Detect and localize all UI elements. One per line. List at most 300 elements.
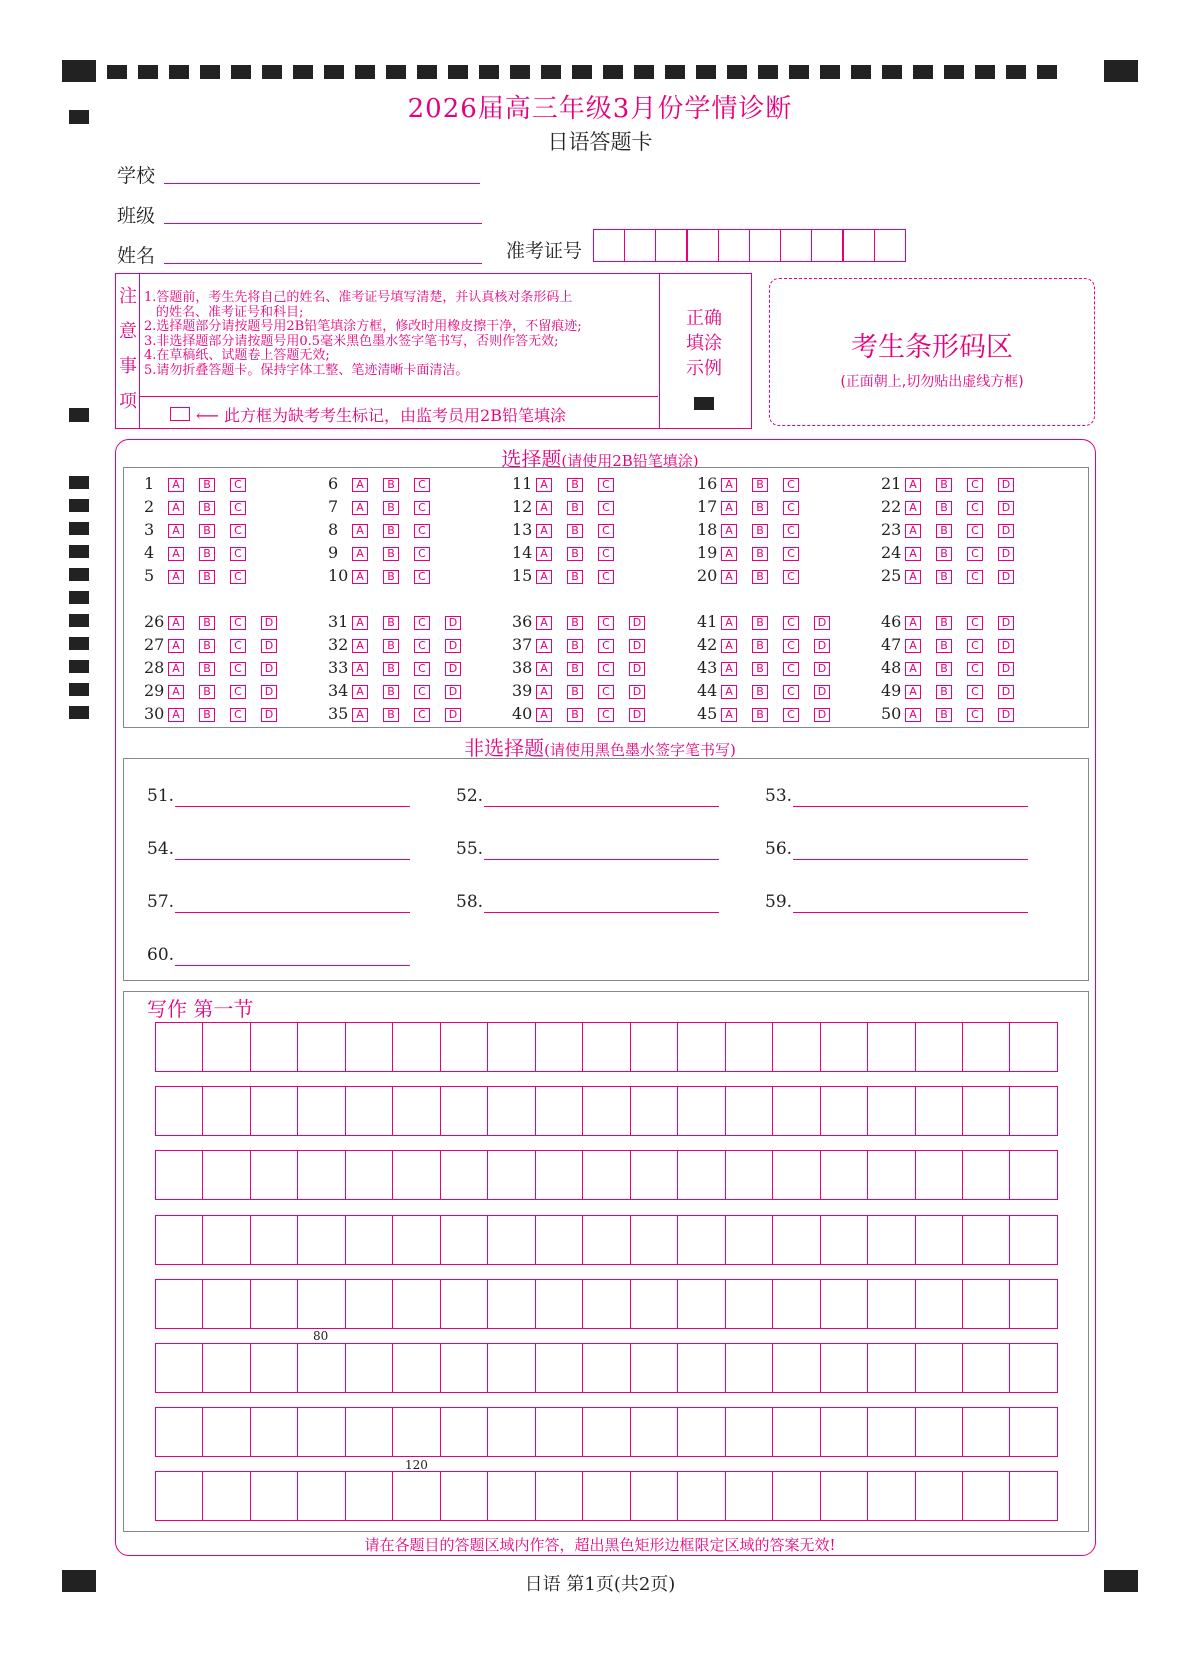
option-a-box[interactable]: A	[536, 616, 552, 630]
grid-cell[interactable]	[963, 1023, 1010, 1071]
option-c-box[interactable]: C	[967, 708, 983, 722]
option-a-box[interactable]: A	[168, 501, 184, 515]
option-d-box[interactable]: D	[261, 616, 277, 630]
option-c-box[interactable]: C	[598, 708, 614, 722]
grid-cell[interactable]	[678, 1472, 725, 1520]
grid-cell[interactable]	[916, 1087, 963, 1135]
grid-cell[interactable]	[631, 1408, 678, 1456]
option-d-box[interactable]: D	[629, 685, 645, 699]
option-b-box[interactable]: B	[383, 501, 399, 515]
option-c-box[interactable]: C	[598, 662, 614, 676]
grid-cell[interactable]	[536, 1023, 583, 1071]
option-b-box[interactable]: B	[199, 662, 215, 676]
option-d-box[interactable]: D	[445, 685, 461, 699]
grid-cell[interactable]	[156, 1408, 203, 1456]
option-b-box[interactable]: B	[752, 570, 768, 584]
grid-cell[interactable]	[583, 1087, 630, 1135]
grid-cell[interactable]	[963, 1280, 1010, 1328]
option-a-box[interactable]: A	[536, 685, 552, 699]
option-c-box[interactable]: C	[783, 570, 799, 584]
grid-cell[interactable]	[441, 1087, 488, 1135]
grid-cell[interactable]	[678, 1151, 725, 1199]
option-a-box[interactable]: A	[168, 639, 184, 653]
option-d-box[interactable]: D	[261, 639, 277, 653]
option-b-box[interactable]: B	[936, 616, 952, 630]
grid-cell[interactable]	[346, 1151, 393, 1199]
option-a-box[interactable]: A	[905, 708, 921, 722]
option-b-box[interactable]: B	[567, 501, 583, 515]
grid-cell[interactable]	[821, 1472, 868, 1520]
answer-line[interactable]	[175, 965, 410, 966]
option-b-box[interactable]: B	[752, 616, 768, 630]
option-c-box[interactable]: C	[414, 570, 430, 584]
option-d-box[interactable]: D	[998, 524, 1014, 538]
option-a-box[interactable]: A	[168, 478, 184, 492]
grid-cell[interactable]	[726, 1344, 773, 1392]
grid-cell[interactable]	[393, 1344, 440, 1392]
grid-cell[interactable]	[203, 1151, 250, 1199]
option-c-box[interactable]: C	[783, 662, 799, 676]
answer-line[interactable]	[793, 806, 1028, 807]
option-d-box[interactable]: D	[998, 570, 1014, 584]
grid-cell[interactable]	[916, 1216, 963, 1264]
option-b-box[interactable]: B	[383, 570, 399, 584]
option-c-box[interactable]: C	[414, 478, 430, 492]
option-a-box[interactable]: A	[536, 547, 552, 561]
option-b-box[interactable]: B	[383, 708, 399, 722]
grid-cell[interactable]	[916, 1408, 963, 1456]
option-a-box[interactable]: A	[352, 478, 368, 492]
option-a-box[interactable]: A	[536, 478, 552, 492]
grid-cell[interactable]	[251, 1023, 298, 1071]
option-c-box[interactable]: C	[967, 639, 983, 653]
grid-cell[interactable]	[631, 1151, 678, 1199]
option-a-box[interactable]: A	[168, 685, 184, 699]
option-a-box[interactable]: A	[536, 662, 552, 676]
option-c-box[interactable]: C	[230, 501, 246, 515]
grid-cell[interactable]	[773, 1023, 820, 1071]
option-a-box[interactable]: A	[352, 639, 368, 653]
option-b-box[interactable]: B	[752, 478, 768, 492]
grid-cell[interactable]	[441, 1151, 488, 1199]
grid-cell[interactable]	[726, 1280, 773, 1328]
grid-cell[interactable]	[678, 1216, 725, 1264]
option-b-box[interactable]: B	[567, 524, 583, 538]
grid-cell[interactable]	[916, 1151, 963, 1199]
option-c-box[interactable]: C	[598, 547, 614, 561]
grid-cell[interactable]	[488, 1408, 535, 1456]
option-d-box[interactable]: D	[629, 616, 645, 630]
option-c-box[interactable]: C	[783, 501, 799, 515]
grid-row[interactable]	[155, 1086, 1058, 1136]
option-c-box[interactable]: C	[598, 478, 614, 492]
exam-id-digit-box[interactable]	[687, 229, 719, 262]
option-c-box[interactable]: C	[414, 662, 430, 676]
grid-cell[interactable]	[868, 1280, 915, 1328]
answer-line[interactable]	[793, 912, 1028, 913]
exam-id-digit-box[interactable]	[811, 229, 843, 262]
grid-cell[interactable]	[583, 1344, 630, 1392]
grid-cell[interactable]	[441, 1472, 488, 1520]
option-c-box[interactable]: C	[783, 685, 799, 699]
option-a-box[interactable]: A	[352, 616, 368, 630]
option-d-box[interactable]: D	[814, 708, 830, 722]
option-d-box[interactable]: D	[998, 708, 1014, 722]
grid-cell[interactable]	[963, 1216, 1010, 1264]
grid-cell[interactable]	[441, 1280, 488, 1328]
option-a-box[interactable]: A	[905, 639, 921, 653]
grid-cell[interactable]	[963, 1344, 1010, 1392]
option-c-box[interactable]: C	[414, 616, 430, 630]
grid-cell[interactable]	[821, 1023, 868, 1071]
answer-line[interactable]	[484, 806, 719, 807]
option-d-box[interactable]: D	[998, 616, 1014, 630]
grid-cell[interactable]	[298, 1216, 345, 1264]
grid-cell[interactable]	[393, 1472, 440, 1520]
grid-cell[interactable]	[916, 1280, 963, 1328]
grid-cell[interactable]	[346, 1344, 393, 1392]
grid-cell[interactable]	[821, 1344, 868, 1392]
grid-cell[interactable]	[156, 1023, 203, 1071]
option-b-box[interactable]: B	[199, 524, 215, 538]
grid-row[interactable]	[155, 1407, 1058, 1457]
option-b-box[interactable]: B	[936, 547, 952, 561]
option-a-box[interactable]: A	[721, 478, 737, 492]
school-field[interactable]	[164, 183, 480, 184]
option-d-box[interactable]: D	[629, 662, 645, 676]
grid-cell[interactable]	[631, 1280, 678, 1328]
grid-cell[interactable]	[916, 1023, 963, 1071]
grid-cell[interactable]	[583, 1280, 630, 1328]
option-b-box[interactable]: B	[567, 616, 583, 630]
grid-cell[interactable]	[536, 1216, 583, 1264]
grid-cell[interactable]	[678, 1023, 725, 1071]
grid-cell[interactable]	[393, 1087, 440, 1135]
grid-cell[interactable]	[631, 1087, 678, 1135]
grid-cell[interactable]	[963, 1408, 1010, 1456]
grid-cell[interactable]	[298, 1472, 345, 1520]
grid-cell[interactable]	[393, 1408, 440, 1456]
grid-cell[interactable]	[726, 1087, 773, 1135]
grid-cell[interactable]	[773, 1280, 820, 1328]
exam-id-digit-box[interactable]	[874, 229, 906, 262]
grid-cell[interactable]	[821, 1216, 868, 1264]
grid-cell[interactable]	[536, 1280, 583, 1328]
option-a-box[interactable]: A	[352, 547, 368, 561]
option-c-box[interactable]: C	[967, 501, 983, 515]
option-c-box[interactable]: C	[230, 478, 246, 492]
grid-cell[interactable]	[441, 1408, 488, 1456]
option-b-box[interactable]: B	[936, 685, 952, 699]
option-d-box[interactable]: D	[998, 547, 1014, 561]
grid-cell[interactable]	[1010, 1023, 1056, 1071]
option-c-box[interactable]: C	[967, 616, 983, 630]
grid-cell[interactable]	[251, 1344, 298, 1392]
grid-cell[interactable]	[346, 1408, 393, 1456]
option-d-box[interactable]: D	[998, 478, 1014, 492]
grid-cell[interactable]	[298, 1023, 345, 1071]
name-field[interactable]	[164, 263, 482, 264]
exam-id-digit-box[interactable]	[780, 229, 812, 262]
grid-cell[interactable]	[1010, 1151, 1056, 1199]
grid-cell[interactable]	[631, 1216, 678, 1264]
option-c-box[interactable]: C	[230, 616, 246, 630]
grid-cell[interactable]	[773, 1216, 820, 1264]
option-b-box[interactable]: B	[199, 478, 215, 492]
grid-cell[interactable]	[251, 1280, 298, 1328]
exam-id-digit-box[interactable]	[749, 229, 781, 262]
grid-cell[interactable]	[583, 1151, 630, 1199]
option-a-box[interactable]: A	[536, 570, 552, 584]
option-a-box[interactable]: A	[905, 501, 921, 515]
option-c-box[interactable]: C	[967, 662, 983, 676]
option-d-box[interactable]: D	[445, 639, 461, 653]
option-d-box[interactable]: D	[261, 685, 277, 699]
option-d-box[interactable]: D	[998, 662, 1014, 676]
grid-cell[interactable]	[821, 1087, 868, 1135]
option-a-box[interactable]: A	[352, 501, 368, 515]
grid-cell[interactable]	[583, 1472, 630, 1520]
grid-cell[interactable]	[298, 1280, 345, 1328]
absent-checkbox[interactable]	[170, 407, 190, 421]
option-b-box[interactable]: B	[383, 547, 399, 561]
grid-cell[interactable]	[488, 1087, 535, 1135]
option-b-box[interactable]: B	[199, 639, 215, 653]
option-a-box[interactable]: A	[905, 570, 921, 584]
option-c-box[interactable]: C	[414, 708, 430, 722]
option-a-box[interactable]: A	[905, 662, 921, 676]
option-b-box[interactable]: B	[752, 547, 768, 561]
option-b-box[interactable]: B	[199, 616, 215, 630]
option-d-box[interactable]: D	[629, 708, 645, 722]
option-c-box[interactable]: C	[598, 639, 614, 653]
option-b-box[interactable]: B	[383, 616, 399, 630]
option-c-box[interactable]: C	[598, 616, 614, 630]
grid-row[interactable]	[155, 1022, 1058, 1072]
grid-cell[interactable]	[203, 1216, 250, 1264]
option-c-box[interactable]: C	[598, 524, 614, 538]
option-c-box[interactable]: C	[967, 547, 983, 561]
grid-row[interactable]	[155, 1471, 1058, 1521]
grid-cell[interactable]	[678, 1280, 725, 1328]
option-c-box[interactable]: C	[414, 685, 430, 699]
grid-cell[interactable]	[773, 1408, 820, 1456]
option-c-box[interactable]: C	[967, 685, 983, 699]
grid-cell[interactable]	[821, 1151, 868, 1199]
option-d-box[interactable]: D	[998, 639, 1014, 653]
option-c-box[interactable]: C	[230, 685, 246, 699]
option-c-box[interactable]: C	[230, 662, 246, 676]
grid-cell[interactable]	[1010, 1087, 1056, 1135]
option-a-box[interactable]: A	[168, 616, 184, 630]
option-b-box[interactable]: B	[383, 478, 399, 492]
grid-cell[interactable]	[441, 1023, 488, 1071]
option-a-box[interactable]: A	[905, 478, 921, 492]
grid-cell[interactable]	[203, 1280, 250, 1328]
grid-cell[interactable]	[346, 1472, 393, 1520]
grid-cell[interactable]	[868, 1216, 915, 1264]
option-d-box[interactable]: D	[445, 708, 461, 722]
grid-row[interactable]	[155, 1343, 1058, 1393]
option-c-box[interactable]: C	[783, 478, 799, 492]
grid-cell[interactable]	[346, 1280, 393, 1328]
option-d-box[interactable]: D	[629, 639, 645, 653]
grid-cell[interactable]	[868, 1344, 915, 1392]
exam-id-digit-box[interactable]	[843, 229, 875, 262]
grid-cell[interactable]	[251, 1087, 298, 1135]
grid-row[interactable]	[155, 1279, 1058, 1329]
grid-cell[interactable]	[536, 1408, 583, 1456]
option-a-box[interactable]: A	[352, 524, 368, 538]
grid-cell[interactable]	[251, 1408, 298, 1456]
answer-line[interactable]	[175, 912, 410, 913]
option-b-box[interactable]: B	[936, 478, 952, 492]
option-b-box[interactable]: B	[936, 501, 952, 515]
grid-cell[interactable]	[726, 1408, 773, 1456]
option-a-box[interactable]: A	[721, 547, 737, 561]
grid-cell[interactable]	[203, 1472, 250, 1520]
grid-cell[interactable]	[583, 1216, 630, 1264]
option-c-box[interactable]: C	[414, 547, 430, 561]
grid-cell[interactable]	[488, 1023, 535, 1071]
option-d-box[interactable]: D	[814, 616, 830, 630]
grid-cell[interactable]	[156, 1280, 203, 1328]
grid-cell[interactable]	[441, 1216, 488, 1264]
exam-id-digit-box[interactable]	[718, 229, 750, 262]
grid-cell[interactable]	[156, 1087, 203, 1135]
grid-cell[interactable]	[156, 1216, 203, 1264]
grid-row[interactable]	[155, 1150, 1058, 1200]
grid-cell[interactable]	[1010, 1408, 1056, 1456]
option-c-box[interactable]: C	[598, 685, 614, 699]
option-b-box[interactable]: B	[567, 708, 583, 722]
grid-cell[interactable]	[298, 1344, 345, 1392]
option-b-box[interactable]: B	[752, 662, 768, 676]
grid-cell[interactable]	[156, 1472, 203, 1520]
option-a-box[interactable]: A	[905, 616, 921, 630]
grid-cell[interactable]	[821, 1408, 868, 1456]
grid-cell[interactable]	[868, 1151, 915, 1199]
option-d-box[interactable]: D	[814, 639, 830, 653]
grid-cell[interactable]	[156, 1151, 203, 1199]
grid-cell[interactable]	[1010, 1472, 1056, 1520]
option-c-box[interactable]: C	[783, 524, 799, 538]
grid-cell[interactable]	[1010, 1280, 1056, 1328]
option-a-box[interactable]: A	[721, 685, 737, 699]
option-a-box[interactable]: A	[168, 524, 184, 538]
option-b-box[interactable]: B	[383, 662, 399, 676]
option-a-box[interactable]: A	[905, 547, 921, 561]
grid-cell[interactable]	[441, 1344, 488, 1392]
option-c-box[interactable]: C	[230, 639, 246, 653]
option-a-box[interactable]: A	[721, 501, 737, 515]
option-b-box[interactable]: B	[936, 524, 952, 538]
option-c-box[interactable]: C	[230, 547, 246, 561]
grid-cell[interactable]	[916, 1344, 963, 1392]
option-b-box[interactable]: B	[567, 547, 583, 561]
answer-line[interactable]	[484, 859, 719, 860]
grid-cell[interactable]	[631, 1472, 678, 1520]
option-a-box[interactable]: A	[721, 662, 737, 676]
option-c-box[interactable]: C	[414, 639, 430, 653]
option-c-box[interactable]: C	[783, 616, 799, 630]
grid-cell[interactable]	[583, 1023, 630, 1071]
option-a-box[interactable]: A	[721, 708, 737, 722]
option-b-box[interactable]: B	[383, 639, 399, 653]
grid-cell[interactable]	[726, 1216, 773, 1264]
grid-cell[interactable]	[821, 1280, 868, 1328]
grid-cell[interactable]	[963, 1151, 1010, 1199]
option-a-box[interactable]: A	[352, 662, 368, 676]
option-b-box[interactable]: B	[936, 570, 952, 584]
option-a-box[interactable]: A	[536, 524, 552, 538]
option-b-box[interactable]: B	[752, 524, 768, 538]
option-b-box[interactable]: B	[752, 708, 768, 722]
option-c-box[interactable]: C	[598, 570, 614, 584]
option-a-box[interactable]: A	[721, 639, 737, 653]
grid-cell[interactable]	[393, 1280, 440, 1328]
grid-cell[interactable]	[631, 1023, 678, 1071]
option-c-box[interactable]: C	[783, 708, 799, 722]
option-a-box[interactable]: A	[536, 708, 552, 722]
option-b-box[interactable]: B	[383, 524, 399, 538]
option-d-box[interactable]: D	[261, 708, 277, 722]
option-c-box[interactable]: C	[598, 501, 614, 515]
option-a-box[interactable]: A	[536, 639, 552, 653]
grid-cell[interactable]	[868, 1023, 915, 1071]
option-c-box[interactable]: C	[414, 524, 430, 538]
grid-cell[interactable]	[298, 1087, 345, 1135]
exam-id-digit-box[interactable]	[624, 229, 656, 262]
option-c-box[interactable]: C	[967, 570, 983, 584]
option-d-box[interactable]: D	[998, 501, 1014, 515]
exam-id-digit-box[interactable]	[593, 229, 625, 262]
option-b-box[interactable]: B	[199, 685, 215, 699]
grid-cell[interactable]	[393, 1151, 440, 1199]
option-c-box[interactable]: C	[967, 478, 983, 492]
grid-cell[interactable]	[726, 1023, 773, 1071]
option-a-box[interactable]: A	[536, 501, 552, 515]
grid-cell[interactable]	[298, 1408, 345, 1456]
grid-cell[interactable]	[726, 1151, 773, 1199]
grid-cell[interactable]	[536, 1344, 583, 1392]
option-c-box[interactable]: C	[414, 501, 430, 515]
option-c-box[interactable]: C	[230, 524, 246, 538]
grid-cell[interactable]	[156, 1344, 203, 1392]
grid-cell[interactable]	[298, 1151, 345, 1199]
option-a-box[interactable]: A	[168, 547, 184, 561]
option-d-box[interactable]: D	[261, 662, 277, 676]
option-a-box[interactable]: A	[168, 570, 184, 584]
option-b-box[interactable]: B	[567, 570, 583, 584]
grid-cell[interactable]	[536, 1087, 583, 1135]
grid-cell[interactable]	[773, 1472, 820, 1520]
option-b-box[interactable]: B	[752, 501, 768, 515]
grid-cell[interactable]	[488, 1280, 535, 1328]
option-d-box[interactable]: D	[445, 616, 461, 630]
grid-cell[interactable]	[726, 1472, 773, 1520]
grid-cell[interactable]	[393, 1216, 440, 1264]
option-b-box[interactable]: B	[936, 662, 952, 676]
grid-cell[interactable]	[393, 1023, 440, 1071]
grid-cell[interactable]	[868, 1087, 915, 1135]
option-c-box[interactable]: C	[783, 639, 799, 653]
grid-cell[interactable]	[203, 1408, 250, 1456]
option-a-box[interactable]: A	[721, 616, 737, 630]
grid-cell[interactable]	[203, 1023, 250, 1071]
option-d-box[interactable]: D	[445, 662, 461, 676]
grid-cell[interactable]	[678, 1408, 725, 1456]
